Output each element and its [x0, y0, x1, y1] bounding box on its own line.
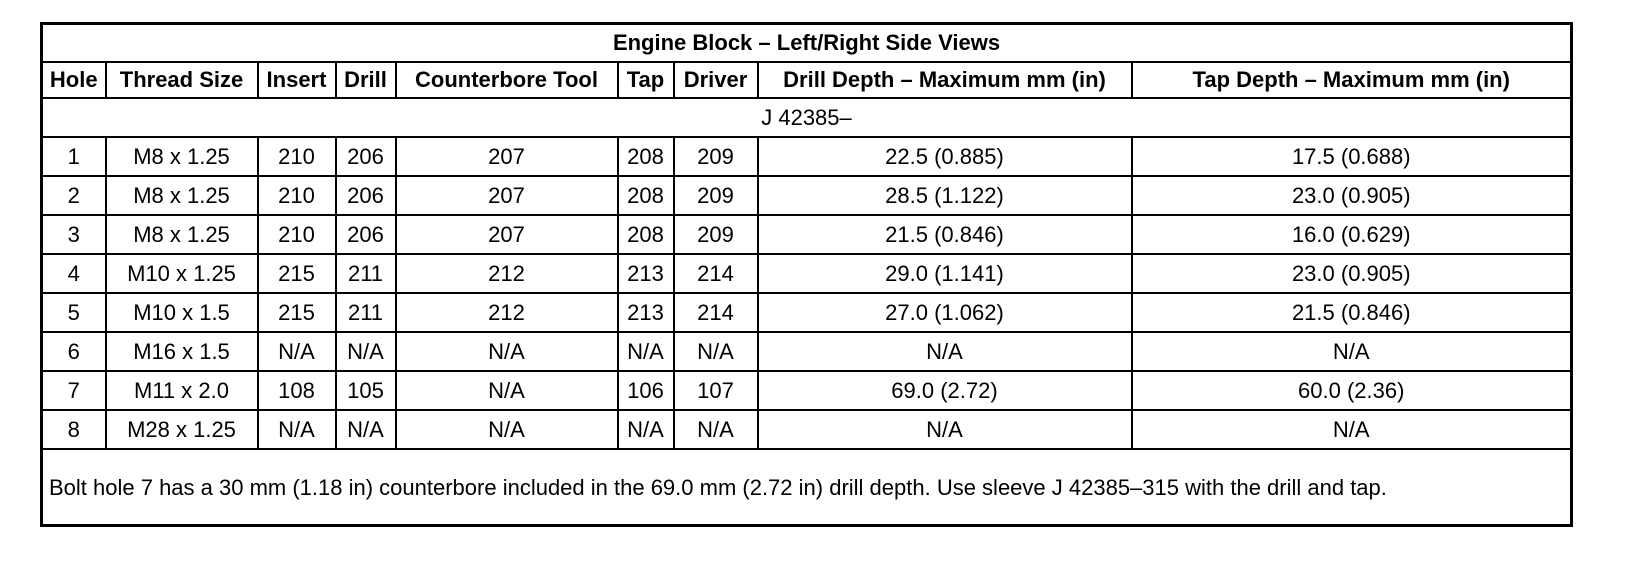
cell-thread-size: M11 x 2.0 — [106, 371, 258, 410]
cell-thread-size: M10 x 1.5 — [106, 293, 258, 332]
cell-drill: 211 — [336, 293, 396, 332]
cell-drill-depth: 27.0 (1.062) — [758, 293, 1132, 332]
cell-insert: 210 — [258, 176, 336, 215]
cell-drill-depth: N/A — [758, 410, 1132, 449]
cell-tap-depth: 17.5 (0.688) — [1132, 137, 1572, 176]
cell-thread-size: M8 x 1.25 — [106, 215, 258, 254]
cell-driver: 214 — [674, 254, 758, 293]
cell-insert: 215 — [258, 254, 336, 293]
cell-counterbore-tool: 207 — [396, 176, 618, 215]
table-row — [42, 410, 1572, 449]
header-driver: Driver — [674, 62, 758, 98]
header-insert: Insert — [258, 62, 336, 98]
cell-driver: 209 — [674, 215, 758, 254]
cell-driver: 209 — [674, 137, 758, 176]
cell-hole: 1 — [42, 137, 106, 176]
cell-insert: N/A — [258, 332, 336, 371]
cell-tap: 208 — [618, 137, 674, 176]
table-row — [42, 371, 1572, 410]
header-counterbore-tool: Counterbore Tool — [396, 62, 618, 98]
cell-tap: 213 — [618, 254, 674, 293]
cell-drill-depth: 29.0 (1.141) — [758, 254, 1132, 293]
cell-thread-size: M16 x 1.5 — [106, 332, 258, 371]
cell-tap-depth: N/A — [1132, 410, 1572, 449]
table-title-row — [42, 24, 1572, 63]
cell-insert: 215 — [258, 293, 336, 332]
cell-drill: N/A — [336, 410, 396, 449]
table-row — [42, 215, 1572, 254]
cell-hole: 6 — [42, 332, 106, 371]
cell-tap: 208 — [618, 176, 674, 215]
table-title: Engine Block – Left/Right Side Views — [42, 24, 1572, 63]
cell-insert: N/A — [258, 410, 336, 449]
cell-drill: 211 — [336, 254, 396, 293]
cell-counterbore-tool: 212 — [396, 293, 618, 332]
cell-drill: 206 — [336, 176, 396, 215]
cell-tap-depth: 23.0 (0.905) — [1132, 254, 1572, 293]
group-row — [42, 98, 1572, 137]
cell-counterbore-tool: 207 — [396, 137, 618, 176]
engine-block-spec-table — [40, 22, 1573, 527]
cell-counterbore-tool: N/A — [396, 371, 618, 410]
table-row — [42, 176, 1572, 215]
cell-drill: 206 — [336, 215, 396, 254]
cell-drill-depth: 69.0 (2.72) — [758, 371, 1132, 410]
cell-drill-depth: 22.5 (0.885) — [758, 137, 1132, 176]
header-drill-depth: Drill Depth – Maximum mm (in) — [758, 62, 1132, 98]
cell-drill: 206 — [336, 137, 396, 176]
cell-hole: 4 — [42, 254, 106, 293]
header-drill: Drill — [336, 62, 396, 98]
cell-driver: N/A — [674, 410, 758, 449]
cell-tap: N/A — [618, 332, 674, 371]
cell-drill: 105 — [336, 371, 396, 410]
cell-hole: 3 — [42, 215, 106, 254]
cell-driver: N/A — [674, 332, 758, 371]
cell-thread-size: M10 x 1.25 — [106, 254, 258, 293]
cell-counterbore-tool: N/A — [396, 410, 618, 449]
cell-tap: 208 — [618, 215, 674, 254]
cell-hole: 2 — [42, 176, 106, 215]
cell-drill-depth: N/A — [758, 332, 1132, 371]
cell-drill: N/A — [336, 332, 396, 371]
table-note-row — [42, 449, 1572, 526]
table-row — [42, 293, 1572, 332]
cell-thread-size: M28 x 1.25 — [106, 410, 258, 449]
table-header-row — [42, 62, 1572, 98]
table-row — [42, 137, 1572, 176]
cell-counterbore-tool: N/A — [396, 332, 618, 371]
cell-tap-depth: N/A — [1132, 332, 1572, 371]
header-tap-depth: Tap Depth – Maximum mm (in) — [1132, 62, 1572, 98]
cell-thread-size: M8 x 1.25 — [106, 176, 258, 215]
cell-drill-depth: 21.5 (0.846) — [758, 215, 1132, 254]
cell-insert: 210 — [258, 215, 336, 254]
table-row — [42, 254, 1572, 293]
header-thread-size: Thread Size — [106, 62, 258, 98]
header-tap: Tap — [618, 62, 674, 98]
cell-tap-depth: 16.0 (0.629) — [1132, 215, 1572, 254]
cell-tap: 213 — [618, 293, 674, 332]
cell-counterbore-tool: 212 — [396, 254, 618, 293]
cell-tap: 106 — [618, 371, 674, 410]
cell-drill-depth: 28.5 (1.122) — [758, 176, 1132, 215]
cell-hole: 5 — [42, 293, 106, 332]
cell-insert: 108 — [258, 371, 336, 410]
cell-thread-size: M8 x 1.25 — [106, 137, 258, 176]
table-row — [42, 332, 1572, 371]
cell-tap-depth: 60.0 (2.36) — [1132, 371, 1572, 410]
cell-hole: 8 — [42, 410, 106, 449]
cell-driver: 209 — [674, 176, 758, 215]
cell-insert: 210 — [258, 137, 336, 176]
header-hole: Hole — [42, 62, 106, 98]
cell-driver: 214 — [674, 293, 758, 332]
cell-counterbore-tool: 207 — [396, 215, 618, 254]
group-label: J 42385– — [42, 98, 1572, 137]
table-note: Bolt hole 7 has a 30 mm (1.18 in) counterbore included in the 69.0 mm (2.72 in) drill depth. Use sleeve J 42385–315 with the drill and tap. — [42, 449, 1572, 526]
cell-driver: 107 — [674, 371, 758, 410]
cell-tap: N/A — [618, 410, 674, 449]
cell-tap-depth: 21.5 (0.846) — [1132, 293, 1572, 332]
cell-tap-depth: 23.0 (0.905) — [1132, 176, 1572, 215]
cell-hole: 7 — [42, 371, 106, 410]
